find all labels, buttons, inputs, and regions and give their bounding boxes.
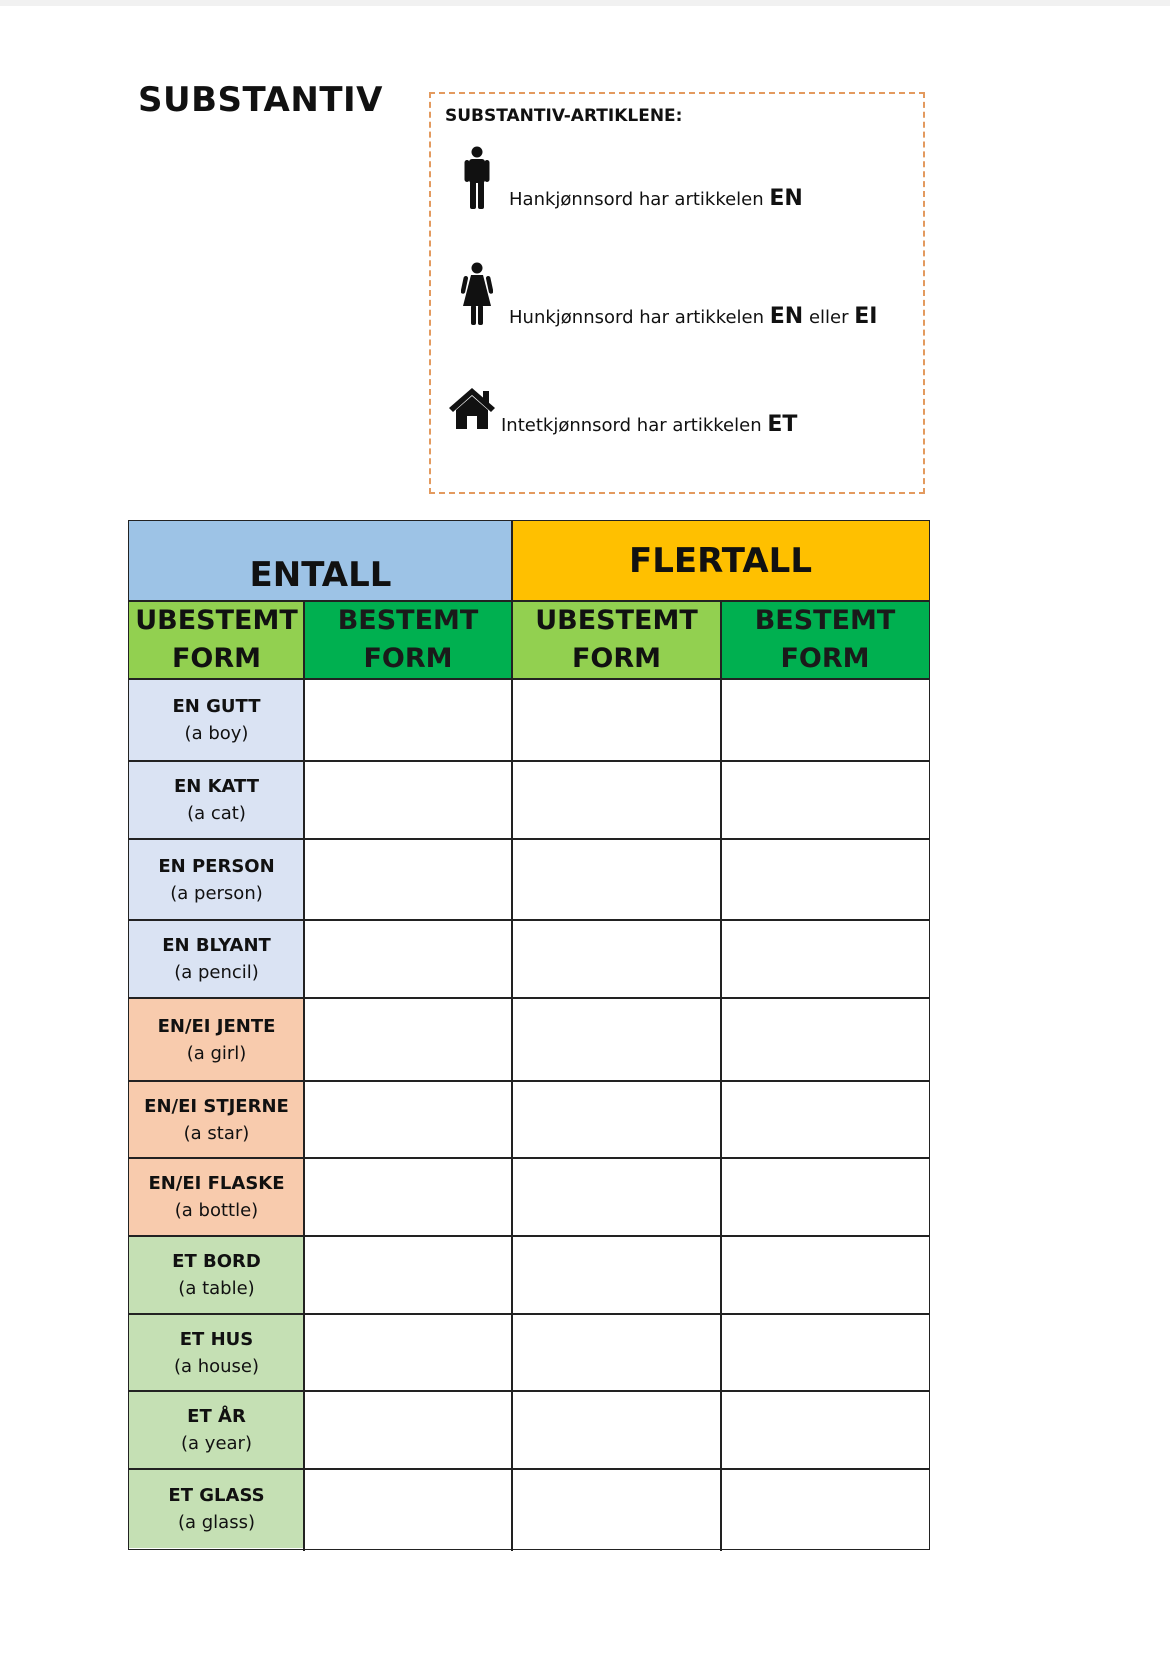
masculine-article-text — [509, 186, 803, 211]
noun-translation: (a year) — [181, 1433, 252, 1454]
noun-translation: (a star) — [183, 1122, 250, 1144]
answer-cell-entall-bestemt[interactable] — [304, 839, 512, 920]
column-header-entall-bestemt — [304, 601, 512, 679]
header-flertall-label: FLERTALL — [629, 541, 812, 581]
noun-word: EN/EI JENTE — [157, 1015, 276, 1037]
answer-cell-flertall-ubestemt[interactable] — [512, 1158, 721, 1236]
answer-cell-flertall-ubestemt[interactable] — [512, 1236, 721, 1314]
answer-cell-flertall-bestemt[interactable] — [721, 920, 929, 998]
answer-cell-entall-bestemt[interactable] — [304, 1158, 512, 1236]
noun-cell — [129, 1081, 304, 1158]
header-flertall — [512, 521, 929, 601]
column-header-line1: BESTEMT — [754, 605, 896, 636]
answer-cell-flertall-bestemt[interactable] — [721, 1391, 929, 1469]
noun-word: EN KATT — [173, 776, 260, 797]
table-horizontal-rule — [129, 1157, 929, 1159]
noun-cell — [129, 1469, 304, 1548]
table-vertical-rule — [720, 601, 722, 1551]
column-header-line2: FORM — [571, 643, 662, 674]
articles-box-title: SUBSTANTIV-ARTIKLENE: — [445, 106, 683, 126]
answer-cell-flertall-bestemt[interactable] — [721, 761, 929, 839]
noun-cell — [129, 920, 304, 998]
table-horizontal-rule — [129, 919, 929, 921]
column-header-entall-ubestemt — [129, 601, 304, 679]
table-horizontal-rule — [129, 1235, 929, 1237]
feminine-article-description: Hunkjønnsord har artikkelen — [509, 307, 770, 328]
answer-cell-flertall-bestemt[interactable] — [721, 679, 929, 761]
column-header-line2: FORM — [780, 643, 870, 674]
noun-cell — [129, 761, 304, 839]
table-horizontal-rule — [129, 678, 929, 680]
column-header-line1: BESTEMT — [337, 605, 479, 636]
answer-cell-entall-bestemt[interactable] — [304, 679, 512, 761]
noun-cell — [129, 998, 304, 1081]
answer-cell-entall-bestemt[interactable] — [304, 1391, 512, 1469]
noun-word: EN BLYANT — [162, 935, 271, 956]
answer-cell-flertall-bestemt[interactable] — [721, 998, 929, 1081]
table-horizontal-rule — [129, 1313, 929, 1315]
table-horizontal-rule — [129, 600, 929, 602]
page-top-strip — [0, 0, 1170, 6]
answer-cell-entall-bestemt[interactable] — [304, 920, 512, 998]
masculine-article-description: Hankjønnsord har artikkelen — [509, 189, 770, 210]
articles-legend-box — [429, 92, 925, 494]
noun-translation: (a house) — [173, 1355, 260, 1377]
neuter-article-description: Intetkjønnsord har artikkelen — [501, 415, 768, 436]
masculine-article-en: EN — [769, 186, 803, 211]
answer-cell-flertall-bestemt[interactable] — [721, 1469, 929, 1548]
page-title: SUBSTANTIV — [138, 80, 383, 120]
answer-cell-entall-bestemt[interactable] — [304, 1236, 512, 1314]
man-icon — [461, 146, 493, 210]
answer-cell-entall-bestemt[interactable] — [304, 761, 512, 839]
answer-cell-flertall-bestemt[interactable] — [721, 839, 929, 920]
noun-word: ET BORD — [172, 1251, 261, 1272]
noun-cell — [129, 1314, 304, 1391]
noun-word: EN/EI STJERNE — [144, 1095, 289, 1117]
noun-cell — [129, 679, 304, 761]
column-header-flertall-bestemt — [721, 601, 929, 679]
answer-cell-flertall-ubestemt[interactable] — [512, 1391, 721, 1469]
noun-word: EN PERSON — [158, 855, 275, 877]
table-horizontal-rule — [129, 1390, 929, 1392]
answer-cell-flertall-bestemt[interactable] — [721, 1158, 929, 1236]
answer-cell-flertall-bestemt[interactable] — [721, 1314, 929, 1391]
table-horizontal-rule — [129, 760, 929, 762]
table-horizontal-rule — [129, 1468, 929, 1470]
answer-cell-flertall-ubestemt[interactable] — [512, 679, 721, 761]
header-entall-label: ENTALL — [249, 555, 392, 595]
column-header-flertall-ubestemt — [512, 601, 721, 679]
noun-cell — [129, 1236, 304, 1314]
noun-word: ET ÅR — [187, 1406, 246, 1427]
answer-cell-flertall-ubestemt[interactable] — [512, 920, 721, 998]
noun-translation: (a pencil) — [174, 962, 259, 983]
noun-forms-table — [128, 520, 930, 1550]
noun-translation: (a bottle) — [174, 1200, 259, 1221]
table-horizontal-rule — [129, 997, 929, 999]
answer-cell-flertall-ubestemt[interactable] — [512, 1469, 721, 1548]
noun-translation: (a glass) — [177, 1511, 255, 1533]
noun-translation: (a girl) — [186, 1042, 247, 1064]
column-header-line2: FORM — [171, 643, 262, 674]
answer-cell-flertall-bestemt[interactable] — [721, 1236, 929, 1314]
feminine-article-or: eller — [803, 307, 855, 328]
header-entall — [129, 521, 512, 601]
table-horizontal-rule — [129, 1080, 929, 1082]
answer-cell-entall-bestemt[interactable] — [304, 1314, 512, 1391]
answer-cell-flertall-ubestemt[interactable] — [512, 839, 721, 920]
noun-translation: (a table) — [178, 1278, 255, 1299]
feminine-article-en: EN — [769, 304, 804, 329]
feminine-article-text — [509, 304, 877, 329]
noun-cell — [129, 1158, 304, 1236]
noun-cell — [129, 839, 304, 920]
neuter-article-text — [501, 412, 797, 437]
table-vertical-rule — [511, 521, 513, 1551]
table-horizontal-rule — [129, 838, 929, 840]
noun-word: ET HUS — [179, 1328, 254, 1350]
neuter-article-et: ET — [767, 412, 798, 437]
answer-cell-flertall-ubestemt[interactable] — [512, 998, 721, 1081]
noun-word: ET GLASS — [168, 1484, 265, 1506]
column-header-line2: FORM — [363, 643, 453, 674]
table-vertical-rule — [303, 601, 305, 1551]
answer-cell-entall-bestemt[interactable] — [304, 998, 512, 1081]
answer-cell-flertall-bestemt[interactable] — [721, 1081, 929, 1158]
house-icon — [447, 386, 497, 430]
answer-cell-flertall-ubestemt[interactable] — [512, 761, 721, 839]
column-header-line1: UBESTEMT — [535, 605, 698, 636]
answer-cell-flertall-ubestemt[interactable] — [512, 1314, 721, 1391]
woman-icon — [461, 262, 493, 326]
feminine-article-ei: EI — [854, 304, 878, 329]
noun-cell — [129, 1391, 304, 1469]
noun-word: EN/EI FLASKE — [148, 1173, 285, 1194]
noun-translation: (a cat) — [187, 803, 246, 824]
answer-cell-flertall-ubestemt[interactable] — [512, 1081, 721, 1158]
noun-translation: (a boy) — [184, 723, 249, 744]
answer-cell-entall-bestemt[interactable] — [304, 1469, 512, 1548]
noun-translation: (a person) — [170, 882, 263, 904]
column-header-line1: UBESTEMT — [135, 605, 298, 636]
answer-cell-entall-bestemt[interactable] — [304, 1081, 512, 1158]
noun-word: EN GUTT — [172, 696, 261, 717]
